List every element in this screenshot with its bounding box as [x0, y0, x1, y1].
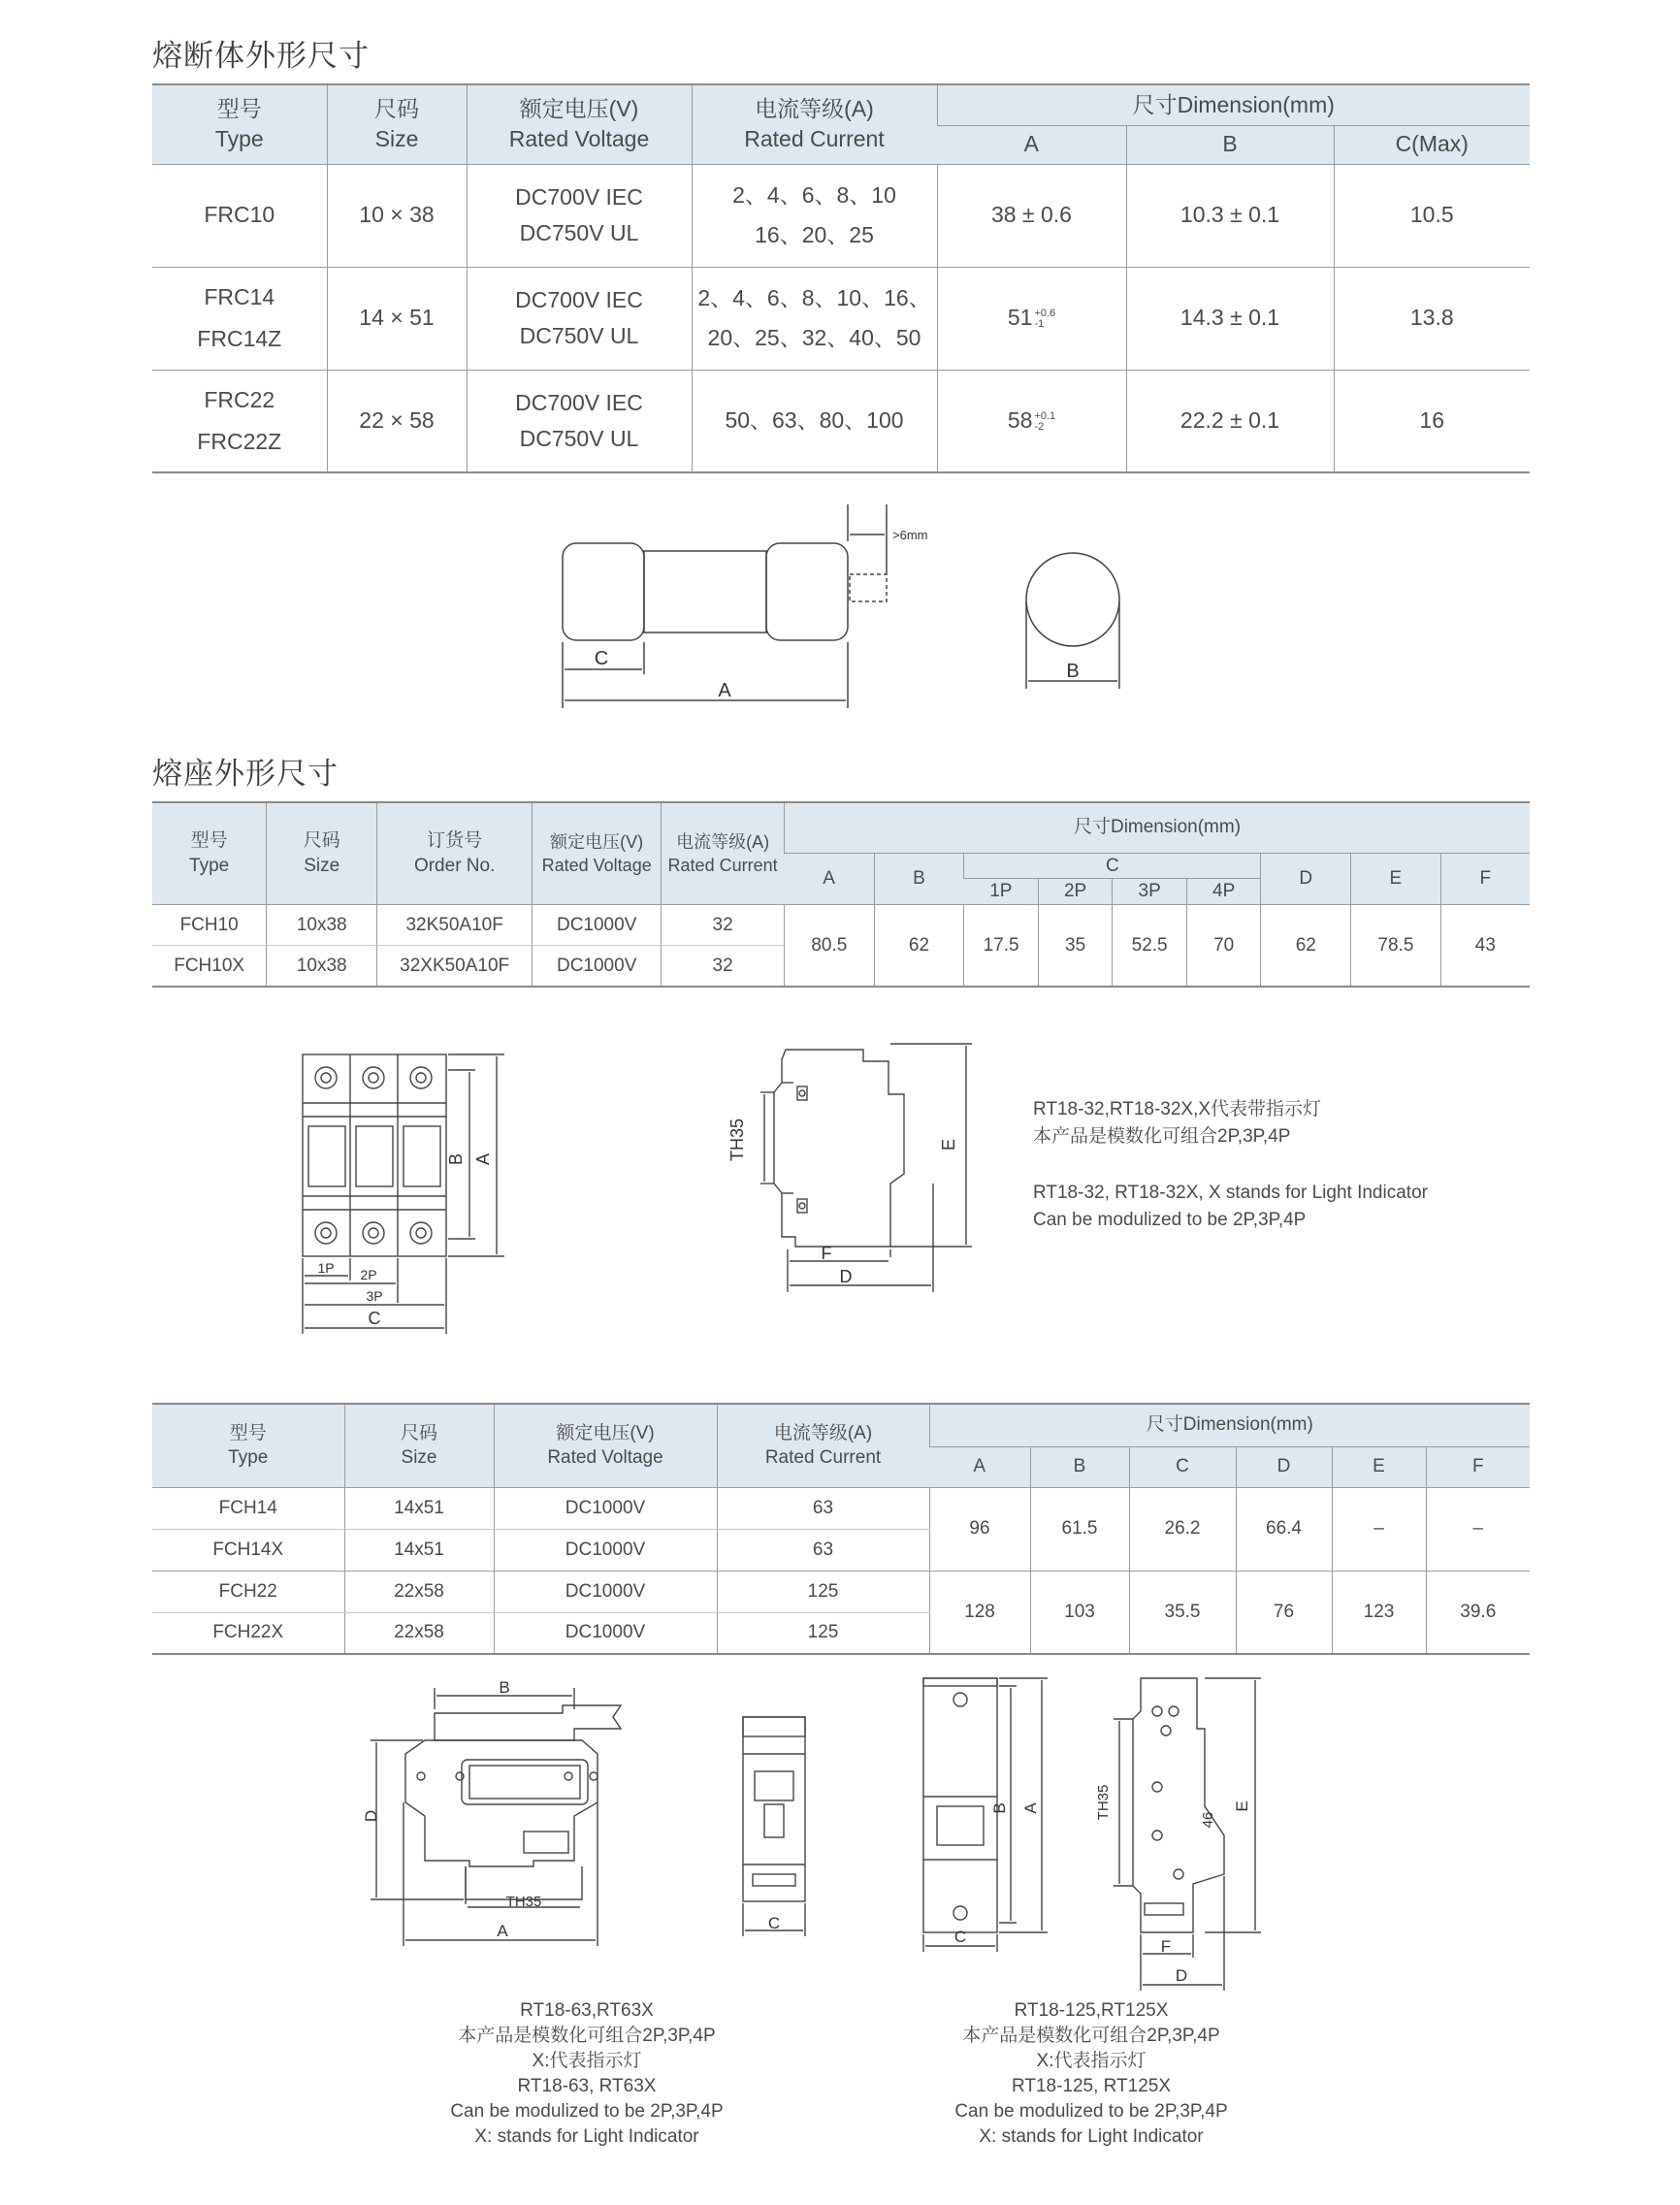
fuse-dimension-table	[152, 83, 1530, 473]
svg-text:D: D	[362, 1809, 380, 1823]
svg-text:D: D	[839, 1267, 853, 1286]
holder-32-note: RT18-32,RT18-32X,X代表带指示灯 本产品是模数化可组合2P,3P,4P RT18-32, RT18-32X, X stands for Light Indicator Can be modulized to be 2P,3P,4P	[1033, 1099, 1428, 1230]
holder-dimension-table-small: 型号 Type 尺码 Size 订货号 Order No. 额定电压(V) Rated Voltage 电流等级(A) Rated Current 尺寸Dimension(mm) A B C D E F 1P 2P 3P 4P FCH10 10x38 32K50A10F DC1000V 32 80.5 62 17.5 35 52.5 70 62 78.5 43 FCH10X 10x38 32XK50A10F DC1000V 32	[152, 801, 1530, 988]
fuse-end-circle	[1026, 553, 1119, 646]
svg-text:C: C	[953, 1928, 967, 1946]
svg-text:E: E	[1233, 1800, 1251, 1812]
holder-side-diagram	[718, 1038, 989, 1300]
svg-text:F: F	[821, 1244, 832, 1263]
svg-text:B: B	[499, 1678, 510, 1697]
header-size: 尺码 Size	[327, 84, 467, 164]
header-a: A	[937, 125, 1126, 164]
dim-label-a: A	[718, 680, 731, 701]
svg-text:2P: 2P	[360, 1267, 377, 1282]
svg-text:C: C	[368, 1309, 381, 1328]
svg-text:F: F	[1160, 1937, 1172, 1956]
svg-text:1P: 1P	[317, 1260, 335, 1276]
table-row: FCH10 10x38 32K50A10F DC1000V 32 80.5 62 17.5 35 52.5 70 62 78.5 43	[152, 905, 1530, 946]
svg-text:A: A	[473, 1152, 493, 1166]
svg-text:TH35: TH35	[505, 1894, 542, 1910]
svg-text:46: 46	[1200, 1811, 1216, 1829]
fuse-diagram	[543, 504, 1145, 718]
holder-section-title: 熔座外形尺寸	[152, 757, 339, 791]
svg-text:TH35: TH35	[1095, 1784, 1112, 1821]
svg-text:A: A	[1021, 1802, 1040, 1814]
svg-text:A: A	[497, 1922, 508, 1940]
table-row: FCH14 14x51 DC1000V 63 96 61.5 26.2 66.4 – –	[152, 1487, 1530, 1529]
svg-text:C: C	[767, 1914, 781, 1932]
header-b: B	[1126, 125, 1334, 164]
header-current: 电流等级(A) Rated Current	[692, 84, 937, 164]
holder-3p-front-diagram	[291, 1043, 524, 1348]
holder-dimension-table-large: 型号 Type 尺码 Size 额定电压(V) Rated Voltage 电流等级(A) Rated Current 尺寸Dimension(mm) A B C D E F FCH14 14x51 DC1000V 63 96 61.5 26.2 66.4 – – FCH14X 14x51 DC1000V 63 FCH22 22x58 DC1000V 125 128 103 35.5 76 123 39.6 FCH22X 22x58 DC1000V 125	[152, 1403, 1530, 1655]
fuse-section-title: 熔断体外形尺寸	[152, 39, 370, 73]
fuse-body	[644, 551, 766, 632]
table-row: FRC10 10 × 38 DC700V IEC DC750V UL 2、4、6、8、10 16、20、25 38 ± 0.6 10.3 ± 0.1 10.5	[152, 164, 1530, 267]
dim-label-b: B	[1066, 661, 1080, 682]
header-type: 型号 Type	[152, 84, 327, 164]
table-row: FCH14X 14x51 DC1000V 63	[152, 1529, 1530, 1571]
header-voltage: 额定电压(V) Rated Voltage	[467, 84, 692, 164]
dim-label-c: C	[594, 648, 609, 669]
table-row: FCH10X 10x38 32XK50A10F DC1000V 32	[152, 946, 1530, 987]
fuse-cap-right	[766, 543, 848, 640]
holder-125-diagram	[912, 1661, 1339, 1991]
table-row: FRC14 FRC14Z 14 × 51 DC700V IEC DC750V UL 2、4、6、8、10、16、 20、25、32、40、50 51 +0.6 -1 14.3 ± 0.1 13.8	[152, 267, 1530, 370]
holder-63-diagram	[362, 1678, 834, 1967]
holder-125-caption: RT18-125,RT125X 本产品是模数化可组合2P,3P,4P X:代表指示灯 RT18-125, RT125X Can be modulized to be 2P,3P,4P X: stands for Light Indicator	[954, 2000, 1228, 2147]
table-row: FRC22 FRC22Z 22 × 58 DC700V IEC DC750V UL 50、63、80、100 58 +0.1 -2 22.2 ± 0.1 16	[152, 370, 1530, 472]
fuse-cap-left	[563, 543, 644, 640]
table-row: FCH22 22x58 DC1000V 125 128 103 35.5 76 123 39.6	[152, 1571, 1530, 1612]
dim-label-gap: >6mm	[892, 528, 928, 542]
svg-text:B: B	[990, 1802, 1009, 1814]
header-dimension: 尺寸Dimension(mm)	[937, 84, 1530, 125]
table-row: FCH22X 22x58 DC1000V 125	[152, 1612, 1530, 1654]
svg-text:TH35: TH35	[727, 1118, 747, 1162]
svg-text:E: E	[939, 1138, 958, 1151]
svg-text:B: B	[446, 1152, 466, 1166]
holder-63-caption: RT18-63,RT63X 本产品是模数化可组合2P,3P,4P X:代表指示灯 RT18-63, RT63X Can be modulized to be 2P,3P,4P X: stands for Light Indicator	[450, 2000, 724, 2147]
svg-text:3P: 3P	[366, 1288, 383, 1304]
header-c: C(Max)	[1334, 125, 1530, 164]
svg-text:D: D	[1175, 1966, 1188, 1985]
